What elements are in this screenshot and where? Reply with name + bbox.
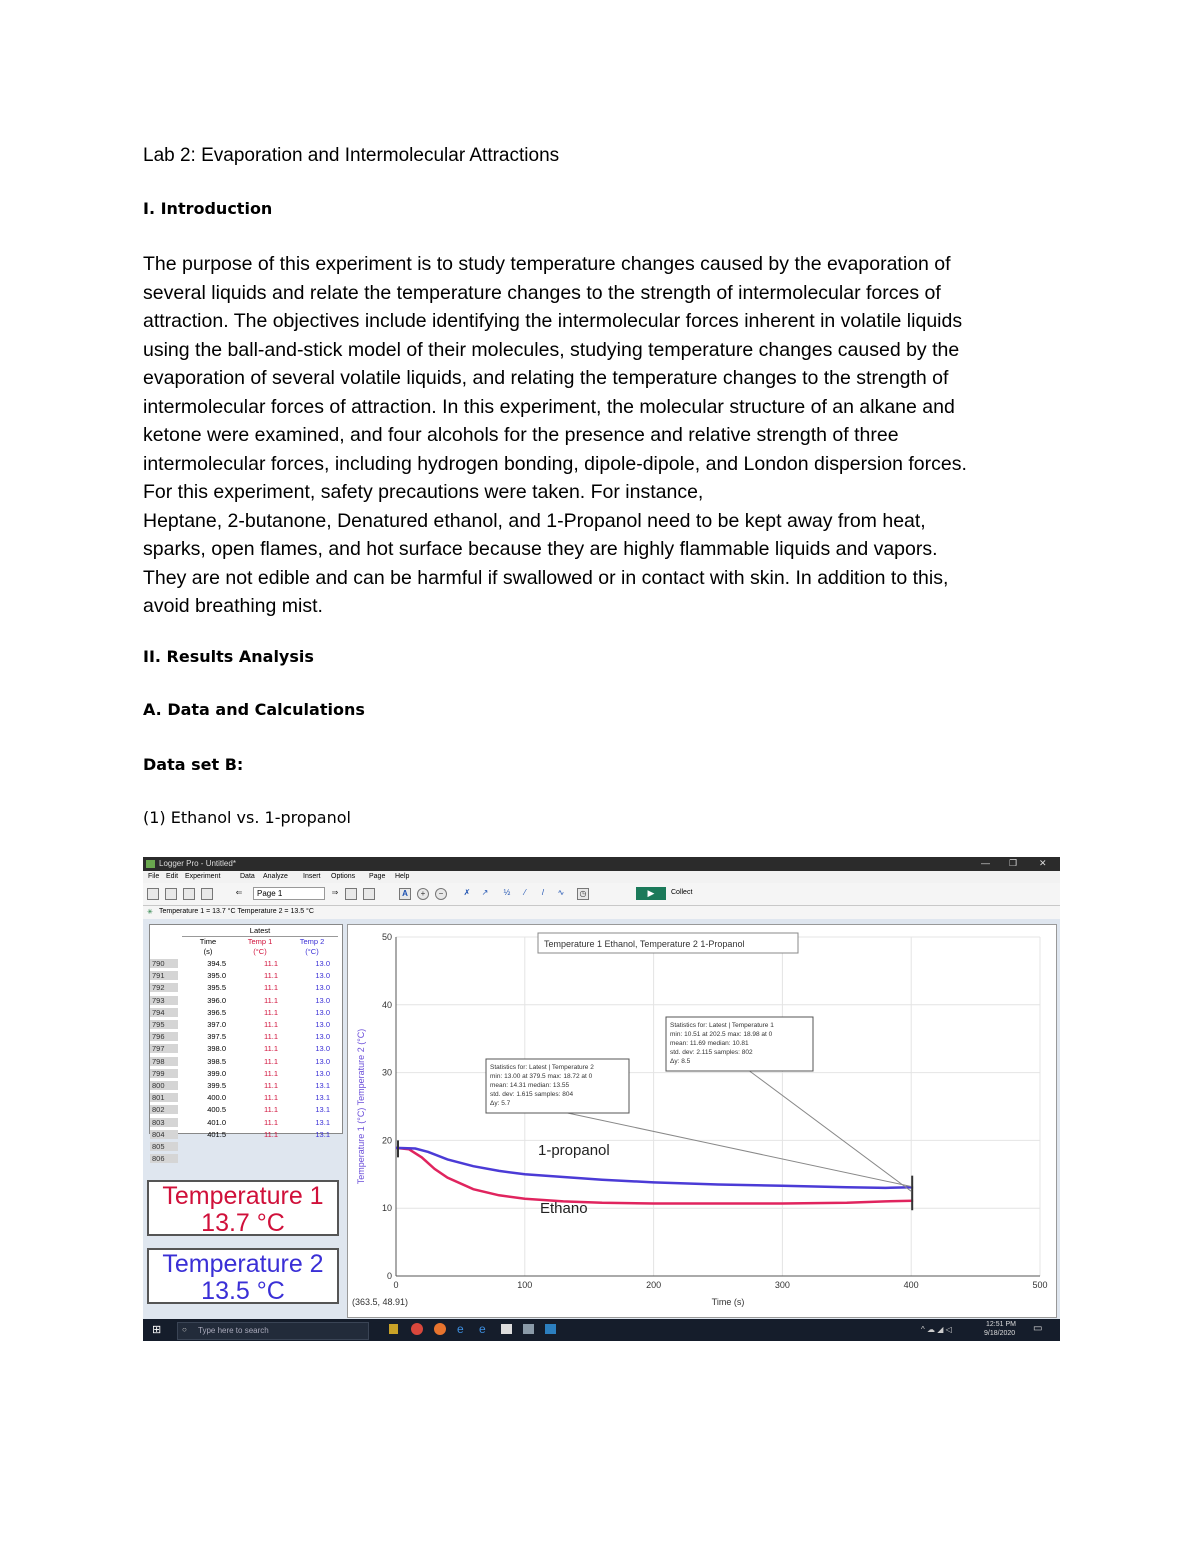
table-cell[interactable]: 11.1 (263, 1093, 278, 1103)
legend-text: Temperature 1 Ethanol, Temperature 2 1-Propanol (544, 939, 745, 949)
table-row-number: 797 (150, 1044, 178, 1053)
x-tick-label: 100 (517, 1280, 533, 1290)
statistics-line: mean: 14.31 median: 13.55 (490, 1082, 570, 1089)
table-row-number: 793 (150, 996, 178, 1005)
table-row-number: 792 (150, 983, 178, 992)
table-cell[interactable]: 400.5 (207, 1105, 226, 1115)
search-icon: ○ (182, 1325, 187, 1334)
table-column-header[interactable] (286, 937, 338, 957)
statistics-line: Δy: 5.7 (490, 1100, 511, 1107)
chrome-icon[interactable] (411, 1323, 423, 1335)
page-select[interactable]: Page 1 (253, 887, 325, 900)
table-cell[interactable]: 11.1 (263, 1007, 278, 1017)
table-cell[interactable]: 13.0 (315, 959, 330, 968)
table-cell[interactable]: 396.0 (207, 995, 226, 1005)
meter1-value: 13.7 °C (201, 1209, 285, 1237)
clock-time: 12:51 PM (986, 1321, 1016, 1328)
intro-line: intermolecular forces, including hydrogen bonding, dipole-dipole, and London dispersion forces. (143, 452, 967, 475)
x-tick-label: 300 (774, 1280, 790, 1290)
table-cell[interactable]: 11.1 (263, 1032, 278, 1042)
table-cell[interactable]: 11.1 (263, 1068, 278, 1078)
media-icon[interactable] (501, 1324, 512, 1334)
back-arrow-icon[interactable]: ⇐ (235, 888, 243, 897)
windows-start-icon[interactable]: ⊞ (152, 1324, 162, 1336)
table-cell[interactable]: 13.1 (315, 1129, 330, 1139)
intro-line: avoid breathing mist. (143, 595, 323, 617)
sensor-status-row (143, 906, 1060, 919)
clock-date: 9/18/2020 (984, 1330, 1016, 1337)
table-cell[interactable]: 13.0 (315, 1020, 330, 1029)
table-row-number: 799 (150, 1069, 178, 1078)
dataset-heading: Data set B: (143, 755, 244, 774)
table-cell[interactable]: 13.0 (315, 983, 330, 993)
table-cell[interactable]: 11.1 (263, 959, 278, 968)
x-axis-label: Time (s) (711, 1297, 745, 1307)
edge-icon[interactable]: e (457, 1322, 464, 1336)
collect-label: Collect (671, 889, 693, 896)
search-placeholder: Type here to search (198, 1326, 269, 1335)
table-cell[interactable]: 400.0 (207, 1093, 226, 1103)
print-icon[interactable] (201, 888, 213, 900)
statistics-line: min: 10.51 at 202.5 max: 18.98 at 0 (670, 1031, 773, 1038)
x-tick-label: 500 (1032, 1280, 1048, 1290)
table-cell[interactable]: 401.0 (207, 1117, 226, 1127)
app-icon[interactable] (523, 1324, 534, 1334)
meter-temperature-2[interactable] (147, 1248, 339, 1304)
x-tick-label: 0 (393, 1280, 399, 1290)
forward-arrow-icon[interactable]: ⇒ (331, 888, 339, 897)
table-cell[interactable]: 397.5 (207, 1032, 226, 1042)
section-heading-results: II. Results Analysis (143, 647, 314, 666)
table-row-number: 798 (150, 1057, 178, 1066)
table-row-number: 790 (150, 959, 178, 968)
intro-line: The purpose of this experiment is to study temperature changes caused by the evaporation of (143, 253, 951, 275)
logger-pro-icon (146, 860, 155, 868)
temperature-chart[interactable] (348, 925, 1056, 1317)
curve-fit-icon[interactable]: ∿ (557, 888, 565, 897)
intro-line: using the ball-and-stick model of their molecules, studying temperature changes caused by the (143, 338, 960, 361)
table-column-header[interactable] (234, 937, 286, 957)
windows-taskbar (143, 1319, 1060, 1341)
y-tick-label: 0 (386, 1271, 392, 1281)
column-header-name: Temp 2 (299, 937, 325, 946)
calculator-icon[interactable] (363, 888, 375, 900)
table-cell[interactable]: 13.0 (315, 1044, 330, 1054)
notification-icon[interactable]: ▭ (1033, 1323, 1043, 1334)
statistics-line: mean: 11.69 median: 10.81 (670, 1040, 749, 1047)
table-cell[interactable]: 11.1 (263, 1081, 278, 1090)
graph-panel[interactable] (347, 924, 1057, 1318)
menu-bar (143, 871, 1060, 883)
table-cell[interactable]: 11.1 (263, 971, 278, 981)
y-tick-label: 40 (381, 999, 392, 1010)
table-column-header[interactable] (182, 937, 234, 957)
data-browser-icon[interactable] (345, 888, 357, 900)
table-cell[interactable]: 13.0 (315, 1056, 330, 1066)
table-cell[interactable]: 13.1 (315, 1117, 330, 1127)
y-tick-label: 50 (381, 932, 392, 942)
table-cell[interactable]: 396.5 (207, 1007, 226, 1017)
x-tick-label: 200 (646, 1280, 662, 1290)
table-cell[interactable]: 13.0 (315, 995, 330, 1005)
table-cell[interactable]: 13.0 (315, 1068, 330, 1078)
statistics-line: Statistics for: Latest | Temperature 2 (490, 1064, 594, 1071)
toolbar (143, 883, 1060, 906)
table-cell[interactable]: 395.5 (207, 983, 226, 993)
internet-explorer-icon[interactable]: e (479, 1322, 486, 1336)
table-row-number: 801 (150, 1093, 178, 1102)
table-cell[interactable]: 11.1 (263, 1117, 278, 1127)
table-cell[interactable]: 395.0 (207, 971, 226, 981)
series-line-1-propanol (396, 1148, 913, 1188)
window-title: Logger Pro - Untitled* (159, 859, 236, 868)
intro-line: several liquids and relate the temperature changes to the strength of intermolecular forces of (143, 281, 941, 304)
firefox-icon[interactable] (434, 1323, 446, 1335)
intro-line: For this experiment, safety precautions were taken. For instance, (143, 481, 704, 503)
table-cell[interactable]: 13.1 (315, 1105, 330, 1115)
data-table[interactable] (149, 924, 343, 1164)
table-cell[interactable]: 399.0 (207, 1068, 226, 1078)
column-header-name: Time (199, 937, 217, 946)
document-title: Lab 2: Evaporation and Intermolecular Attractions (143, 145, 560, 166)
close-button[interactable]: ✕ (1039, 858, 1047, 868)
open-file-icon[interactable] (165, 888, 177, 900)
meter2-label: Temperature 2 (162, 1250, 324, 1278)
logger-pro-screenshot (143, 857, 1060, 1341)
table-row-number: 803 (150, 1118, 178, 1127)
table-row-number: 796 (150, 1032, 178, 1041)
statistics-box (666, 1017, 911, 1191)
coordinate-readout: (363.5, 48.91) (352, 1297, 409, 1307)
intro-line: ketone were examined, and four alcohols for the presence and relative strength of three (143, 424, 899, 446)
y-axis-label: Temperature 1 (°C) Temperature 2 (°C) (356, 1028, 366, 1185)
table-cell[interactable]: 11.1 (263, 995, 278, 1005)
intro-line: intermolecular forces of attraction. In this experiment, the molecular structure of an alkane and (143, 395, 955, 418)
statistics-line: Statistics for: Latest | Temperature 1 (670, 1022, 774, 1029)
table-cell[interactable]: 13.0 (315, 1032, 330, 1042)
statistics-leader-line (750, 1071, 912, 1191)
tray-icons[interactable]: ^ ☁ ◢ ◁ (921, 1325, 952, 1334)
section-heading-introduction: I. Introduction (143, 199, 273, 218)
linear-fit-icon[interactable]: / (541, 888, 545, 897)
table-row-number: 794 (150, 1008, 178, 1017)
table-row-number: 805 (150, 1142, 178, 1151)
y-tick-label: 10 (381, 1203, 392, 1214)
table-cell[interactable]: 11.1 (263, 1020, 278, 1029)
table-cell[interactable]: 13.1 (315, 1081, 330, 1090)
integral-icon[interactable]: ½ (503, 888, 511, 897)
new-file-icon[interactable] (147, 888, 159, 900)
column-header-unit: (°C) (253, 947, 267, 956)
menu-page[interactable]: Page (369, 873, 386, 880)
menu-edit[interactable]: Edit (166, 873, 179, 880)
tangent-icon[interactable]: ↗ (481, 888, 489, 897)
table-row-number: 802 (150, 1105, 178, 1114)
photos-icon[interactable] (545, 1324, 556, 1334)
statistics-line: Δy: 8.5 (670, 1058, 691, 1065)
meter1-label: Temperature 1 (162, 1182, 324, 1210)
y-tick-label: 30 (381, 1067, 392, 1078)
x-tick-label: 400 (903, 1280, 919, 1290)
table-cell[interactable]: 397.0 (207, 1020, 226, 1029)
intro-line: attraction. The objectives include identifying the intermolecular forces inherent in volatile liquids (143, 310, 963, 332)
y-tick-label: 20 (381, 1135, 392, 1146)
intro-line: sparks, open flames, and hot surface because they are highly flammable liquids and vapors. (143, 538, 938, 560)
intro-line: They are not edible and can be harmful if swallowed or in contact with skin. In addition to this, (143, 566, 949, 589)
collect-button[interactable]: ▶ (636, 887, 666, 900)
statistics-box (486, 1059, 911, 1187)
statistics-line: std. dev: 2.115 samples: 802 (670, 1049, 753, 1056)
meter2-value: 13.5 °C (201, 1277, 285, 1305)
column-header-name: Temp 1 (247, 937, 273, 946)
table-cell[interactable]: 11.1 (263, 1105, 278, 1115)
statistics-line: min: 13.00 at 379.5 max: 18.72 at 0 (490, 1073, 593, 1080)
table-group-header: Latest (182, 926, 338, 937)
statistics-leader-line (568, 1113, 912, 1187)
intro-line: evaporation of several volatile liquids, and relating the temperature changes to the strength of (143, 367, 949, 389)
table-cell[interactable]: 398.0 (207, 1044, 226, 1054)
table-cell[interactable]: 13.0 (315, 971, 330, 981)
table-row-number: 791 (150, 971, 178, 980)
table-cell[interactable]: 13.0 (315, 1007, 330, 1017)
autoscale-icon[interactable]: A (399, 888, 411, 900)
examine-icon[interactable]: ✗ (463, 888, 471, 897)
series-line-ethanol (396, 1148, 913, 1204)
figure-caption: (1) Ethanol vs. 1-propanol (143, 808, 351, 827)
series-label-1-propanol: 1-propanol (538, 1142, 610, 1159)
table-row-number: 804 (150, 1130, 178, 1139)
menu-analyze[interactable]: Analyze (263, 873, 288, 880)
sensor-readout: Temperature 1 = 13.7 °C Temperature 2 = 13.5 °C (159, 908, 314, 915)
statistics-line: std. dev: 1.615 samples: 804 (490, 1091, 574, 1098)
table-row-number: 800 (150, 1081, 178, 1090)
statistics-icon[interactable]: ⁄ (524, 888, 526, 897)
table-cell[interactable]: 401.5 (207, 1129, 226, 1139)
column-header-unit: (°C) (305, 947, 319, 956)
menu-data[interactable]: Data (240, 873, 255, 880)
table-cell[interactable]: 13.1 (315, 1093, 330, 1103)
intro-line: Heptane, 2-butanone, Denatured ethanol, and 1-Propanol need to be kept away from heat, (143, 509, 926, 532)
zoom-out-icon[interactable]: − (435, 888, 447, 900)
menu-help[interactable]: Help (395, 873, 410, 880)
sensor-icon: ✳ (147, 909, 153, 916)
menu-options[interactable]: Options (331, 873, 356, 880)
window-titlebar (143, 857, 1060, 871)
table-cell[interactable]: 399.5 (207, 1081, 226, 1090)
table-row-number: 806 (150, 1154, 178, 1163)
zoom-in-icon[interactable]: + (417, 888, 429, 900)
column-header-unit: (s) (203, 947, 213, 956)
menu-experiment[interactable]: Experiment (185, 873, 221, 880)
minimize-button[interactable]: — (981, 858, 990, 868)
table-cell[interactable]: 398.5 (207, 1056, 226, 1066)
table-cell[interactable]: 11.1 (263, 1044, 278, 1054)
table-cell[interactable]: 394.5 (207, 959, 226, 968)
table-cell[interactable]: 11.1 (263, 1129, 278, 1139)
table-cell[interactable]: 11.1 (263, 1056, 278, 1066)
meter-temperature-1[interactable] (147, 1180, 339, 1236)
series-label-ethanol: Ethano (540, 1200, 588, 1217)
taskbar-search-box[interactable] (177, 1322, 369, 1340)
table-row-number: 795 (150, 1020, 178, 1029)
restore-button[interactable]: ❐ (1009, 858, 1018, 868)
menu-file[interactable]: File (148, 873, 160, 880)
timer-icon[interactable]: ◷ (577, 888, 589, 900)
file-explorer-icon[interactable] (389, 1324, 398, 1334)
menu-insert[interactable]: Insert (303, 873, 321, 880)
subsection-heading-data: A. Data and Calculations (143, 700, 365, 719)
table-cell[interactable]: 11.1 (263, 983, 278, 993)
save-icon[interactable] (183, 888, 195, 900)
introduction-paragraph (143, 250, 1073, 621)
